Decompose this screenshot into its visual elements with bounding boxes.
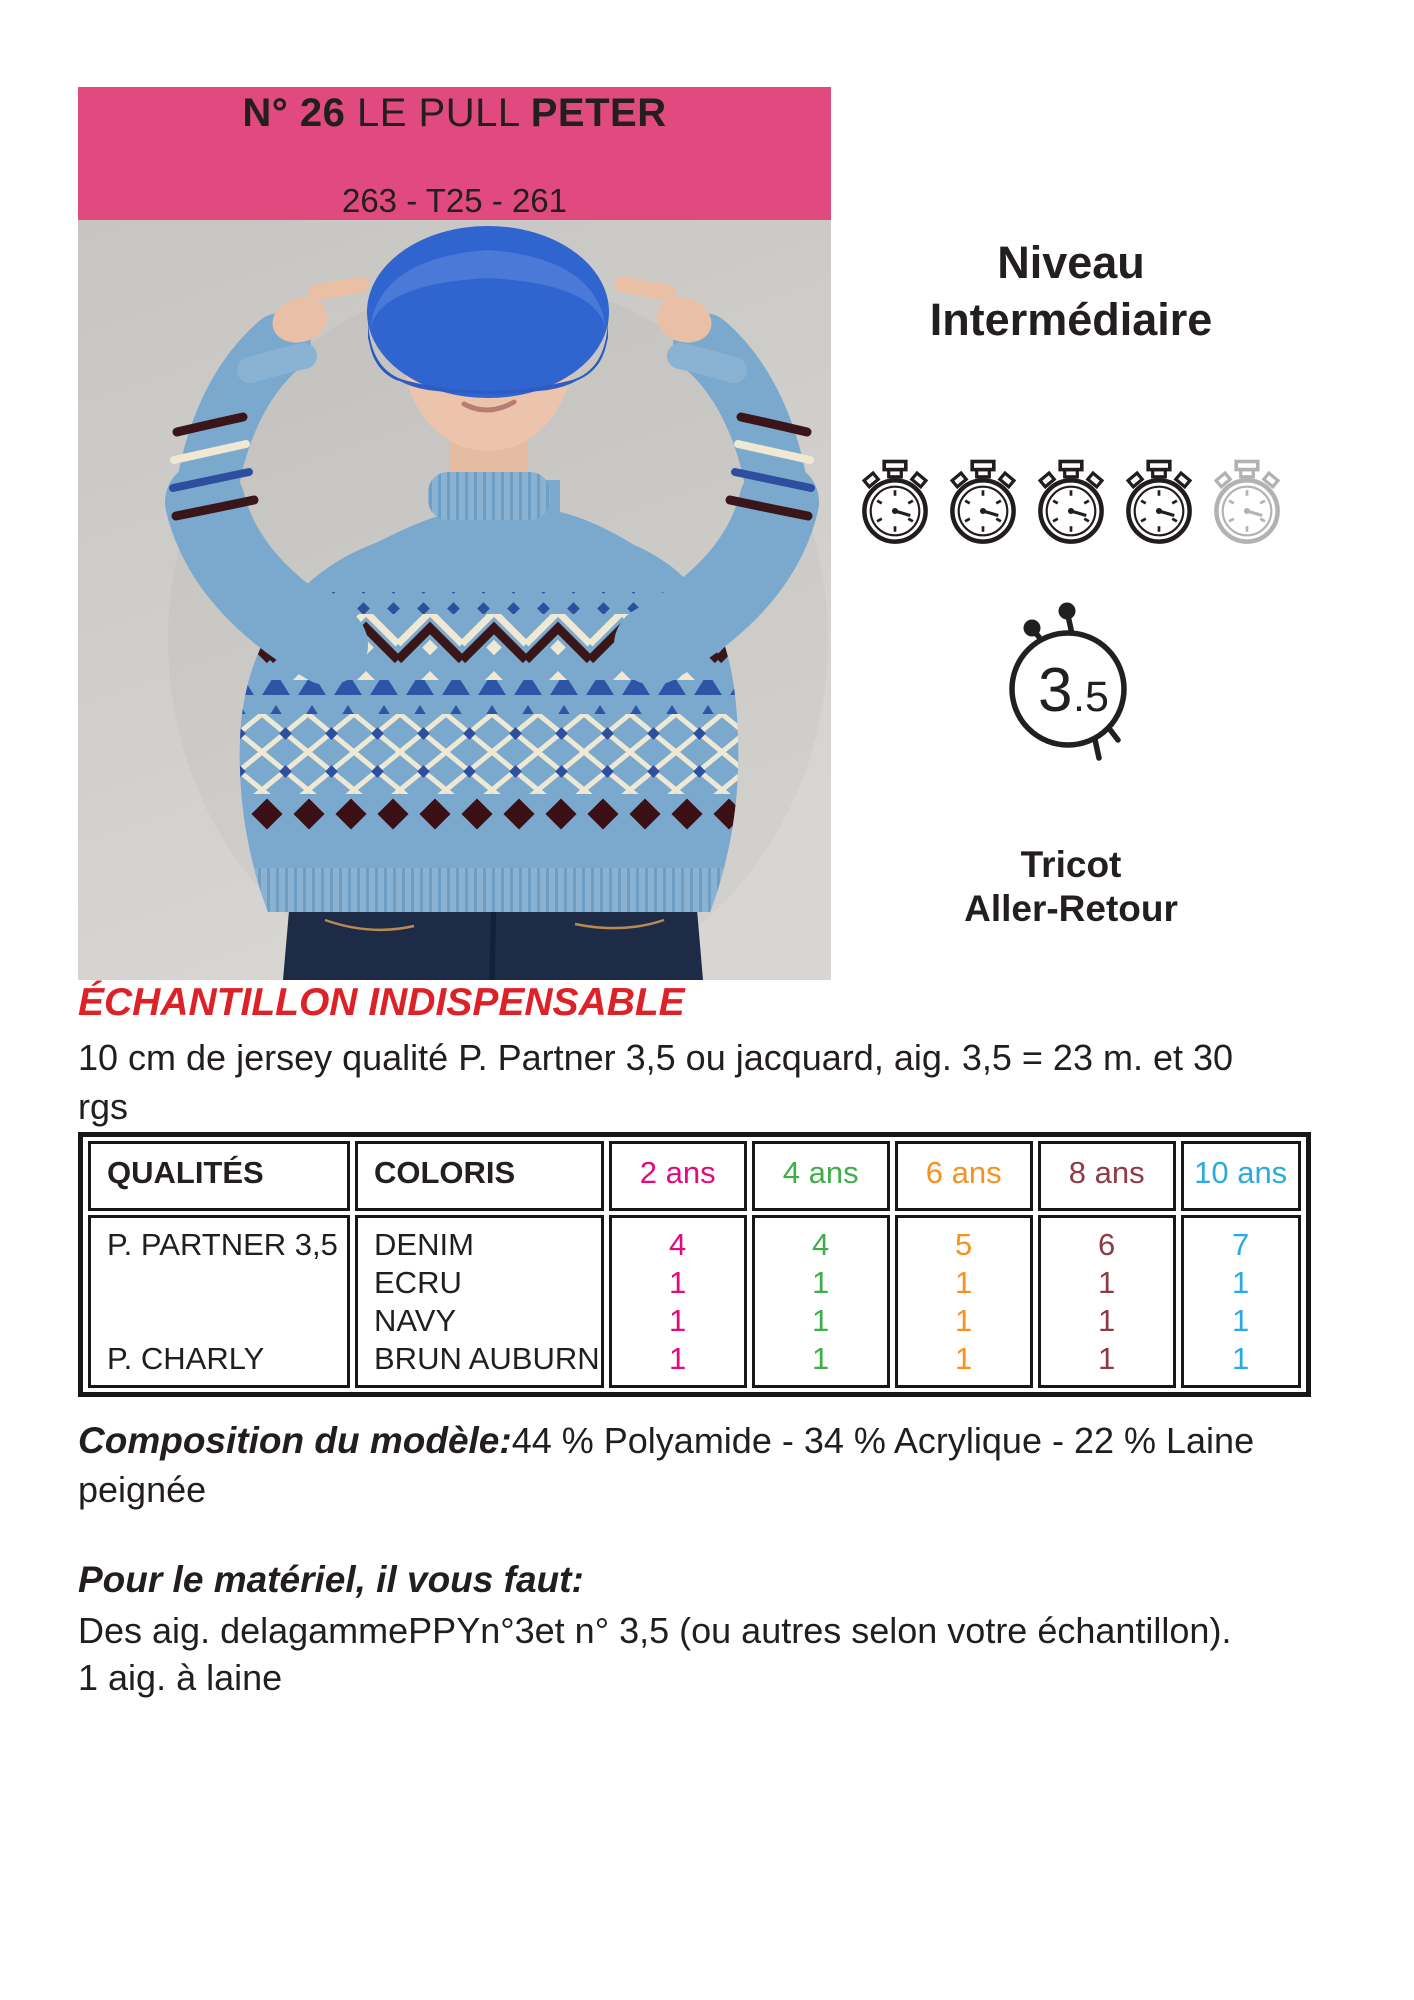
- col-header-10ans: 10 ans: [1181, 1141, 1301, 1211]
- stopwatch-icon: [1123, 456, 1195, 548]
- quality-line: P. PARTNER 3,5: [107, 1227, 338, 1262]
- qty-value: 1: [1232, 1265, 1250, 1300]
- knitting-needles-icon: [996, 594, 1146, 770]
- level-heading: [836, 234, 1306, 348]
- level-line2: Intermédiaire: [929, 294, 1213, 345]
- coloris-line: NAVY: [374, 1303, 457, 1338]
- materials-line1: Des aig. delagammePPYn°3et n° 3,5 (ou autres selon votre échantillon).: [78, 1610, 1232, 1651]
- stopwatch-icon-empty: [1211, 456, 1283, 548]
- header-band: [78, 87, 831, 220]
- title-middle: LE PULL: [345, 91, 531, 135]
- qty-cell-8ans: [1038, 1215, 1176, 1388]
- composition-value: 44 % Polyamide - 34 % Acrylique - 22 % Laine: [511, 1420, 1255, 1461]
- composition-section: [78, 1416, 1388, 1514]
- yarn-quantities-table: [78, 1132, 1311, 1397]
- col-header-coloris: COLORIS: [355, 1141, 604, 1211]
- difficulty-rating: [836, 456, 1306, 548]
- model-photo: [78, 220, 831, 980]
- coloris-line: BRUN AUBURN: [374, 1341, 600, 1376]
- qty-cell-2ans: [609, 1215, 747, 1388]
- materials-section: [78, 1556, 1388, 1701]
- col-header-6ans: 6 ans: [895, 1141, 1033, 1211]
- coloris-line: DENIM: [374, 1227, 474, 1262]
- qty-value: 7: [1232, 1227, 1250, 1262]
- title-name: PETER: [530, 91, 667, 135]
- qty-value: 1: [812, 1303, 830, 1338]
- qty-value: 4: [812, 1227, 830, 1262]
- quality-line: [107, 1302, 346, 1340]
- qty-value: 1: [1232, 1341, 1250, 1376]
- table-body-row: [88, 1215, 1301, 1388]
- col-header-8ans: 8 ans: [1038, 1141, 1176, 1211]
- coloris-cell: [355, 1215, 604, 1388]
- photo-hat: [367, 226, 609, 398]
- stopwatch-icon: [859, 456, 931, 548]
- technique-label: [836, 843, 1306, 931]
- technique-line1: Tricot: [1020, 844, 1122, 885]
- needle-size-badge: [836, 594, 1306, 775]
- title-number: N° 26: [242, 91, 346, 135]
- qty-value: 1: [669, 1341, 687, 1376]
- qty-value: 1: [955, 1265, 973, 1300]
- qty-cell-6ans: [895, 1215, 1033, 1388]
- composition-value-line2: peignée: [78, 1469, 207, 1510]
- qty-value: 1: [1098, 1303, 1116, 1338]
- col-header-4ans: 4 ans: [752, 1141, 890, 1211]
- level-line1: Niveau: [997, 237, 1145, 288]
- needle-size-decimal: .5: [1073, 673, 1109, 721]
- qty-cell-4ans: [752, 1215, 890, 1388]
- gauge-section: [78, 981, 1378, 1131]
- qty-value: 1: [955, 1341, 973, 1376]
- quality-line: P. CHARLY: [107, 1341, 265, 1376]
- gauge-text-line2: rgs: [78, 1086, 129, 1127]
- col-header-2ans: 2 ans: [609, 1141, 747, 1211]
- qty-cell-10ans: [1181, 1215, 1301, 1388]
- stopwatch-icon: [1035, 456, 1107, 548]
- needle-size-integer: 3: [1038, 656, 1073, 725]
- photo-collar: [428, 472, 550, 520]
- gauge-heading: ÉCHANTILLON INDISPENSABLE: [78, 981, 685, 1024]
- gauge-text-line1: 10 cm de jersey qualité P. Partner 3,5 ou jacquard, aig. 3,5 = 23 m. et 30: [78, 1037, 1234, 1078]
- quality-line: [107, 1264, 346, 1302]
- qty-value: 6: [1098, 1227, 1116, 1262]
- coloris-line: ECRU: [374, 1265, 462, 1300]
- qty-value: 1: [955, 1303, 973, 1338]
- quality-cell: [88, 1215, 350, 1388]
- col-header-qualites: QUALITÉS: [88, 1141, 350, 1211]
- qty-value: 5: [955, 1227, 973, 1262]
- composition-heading: Composition du modèle:: [78, 1420, 512, 1461]
- stopwatch-icon: [947, 456, 1019, 548]
- qty-value: 4: [669, 1227, 687, 1262]
- technique-line2: Aller-Retour: [964, 888, 1178, 929]
- qty-value: 1: [1098, 1341, 1116, 1376]
- materials-line2: 1 aig. à laine: [78, 1657, 283, 1698]
- qty-value: 1: [669, 1265, 687, 1300]
- table-header-row: [88, 1141, 1301, 1211]
- pattern-reference: 263 - T25 - 261: [341, 182, 568, 219]
- qty-value: 1: [1232, 1303, 1250, 1338]
- page-title: [78, 91, 831, 136]
- qty-value: 1: [669, 1303, 687, 1338]
- materials-heading: Pour le matériel, il vous faut:: [78, 1559, 584, 1600]
- qty-value: 1: [812, 1341, 830, 1376]
- qty-value: 1: [812, 1265, 830, 1300]
- qty-value: 1: [1098, 1265, 1116, 1300]
